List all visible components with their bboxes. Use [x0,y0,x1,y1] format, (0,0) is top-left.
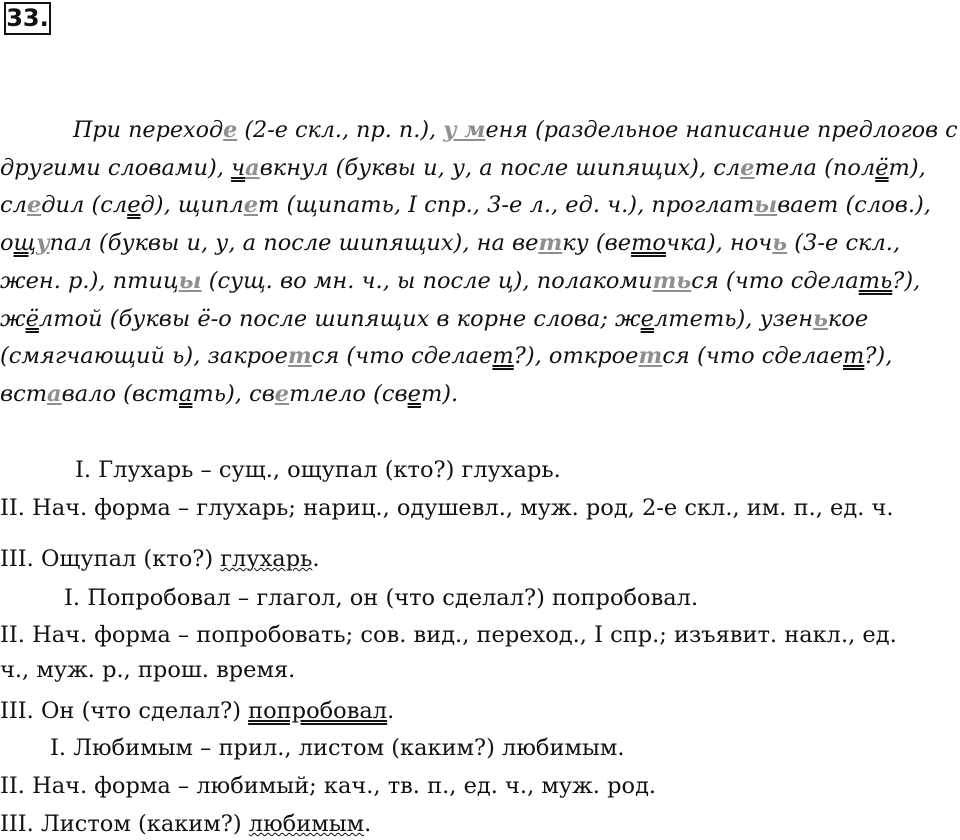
parse-verb-line-2: II. Нач. форма – попробовать; сов. вид., переход., I спр.; изъявит. накл., ед. [0,622,897,648]
underlined-word-lyubimym: любимым [248,811,365,837]
parse-noun-line-1: I. Глухарь – сущ., ощупал (кто?) глухарь. [75,457,561,483]
text-line-6: жёлтой (буквы ё-о после шипящих в корне слова; желтеть), узенькое [0,306,869,332]
parse-noun-line-3: III. Ощупал (кто?) глухарь. [0,546,320,572]
text-line-1: При переходе (2-е скл., пр. п.), у меня (раздельное написание предлогов с [73,117,958,143]
text-line-4: ощупал (буквы и, у, а после шипящих), на ветку (веточка), ночь (3-е скл., [0,230,901,256]
parse-adj-line-2: II. Нач. форма – любимый; кач., тв. п., ед. ч., муж. род. [0,773,657,799]
underlined-word-poprobovak: попробовал [248,698,388,724]
parse-verb-line-1: I. Попробовал – глагол, он (что сделал?) попробовал. [64,585,699,611]
text-line-7: (смягчающий ь), закроется (что сделает?), откроется (что сделает?), [0,343,893,369]
parse-adj-line-3: III. Листом (каким?) любимым. [0,811,372,837]
parse-adj-line-1: I. Любимым – прил., листом (каким?) любимым. [50,735,625,761]
text-line-8: вставало (встать), светлело (свет). [0,381,459,407]
parse-verb-line-4: III. Он (что сделал?) попробовал. [0,698,395,724]
text-line-2: другими словами), чавкнул (буквы и, у, а после шипящих), слетела (полёт), [0,155,926,181]
exercise-number: 33. [4,2,51,35]
parse-noun-line-2: II. Нач. форма – глухарь; нариц., одушевл., муж. род, 2-е скл., им. п., ед. ч. [0,495,894,521]
underlined-word-gluhar: глухарь [220,546,313,572]
text-line-5: жен. р.), птицы (сущ. во мн. ч., ы после ц), полакомиться (что сделать?), [0,268,921,294]
text-line-3: следил (след), щиплет (щипать, I спр., 3-е л., ед. ч.), проглатывает (слов.), [0,192,931,218]
parse-verb-line-3: ч., муж. р., прош. время. [0,657,296,683]
